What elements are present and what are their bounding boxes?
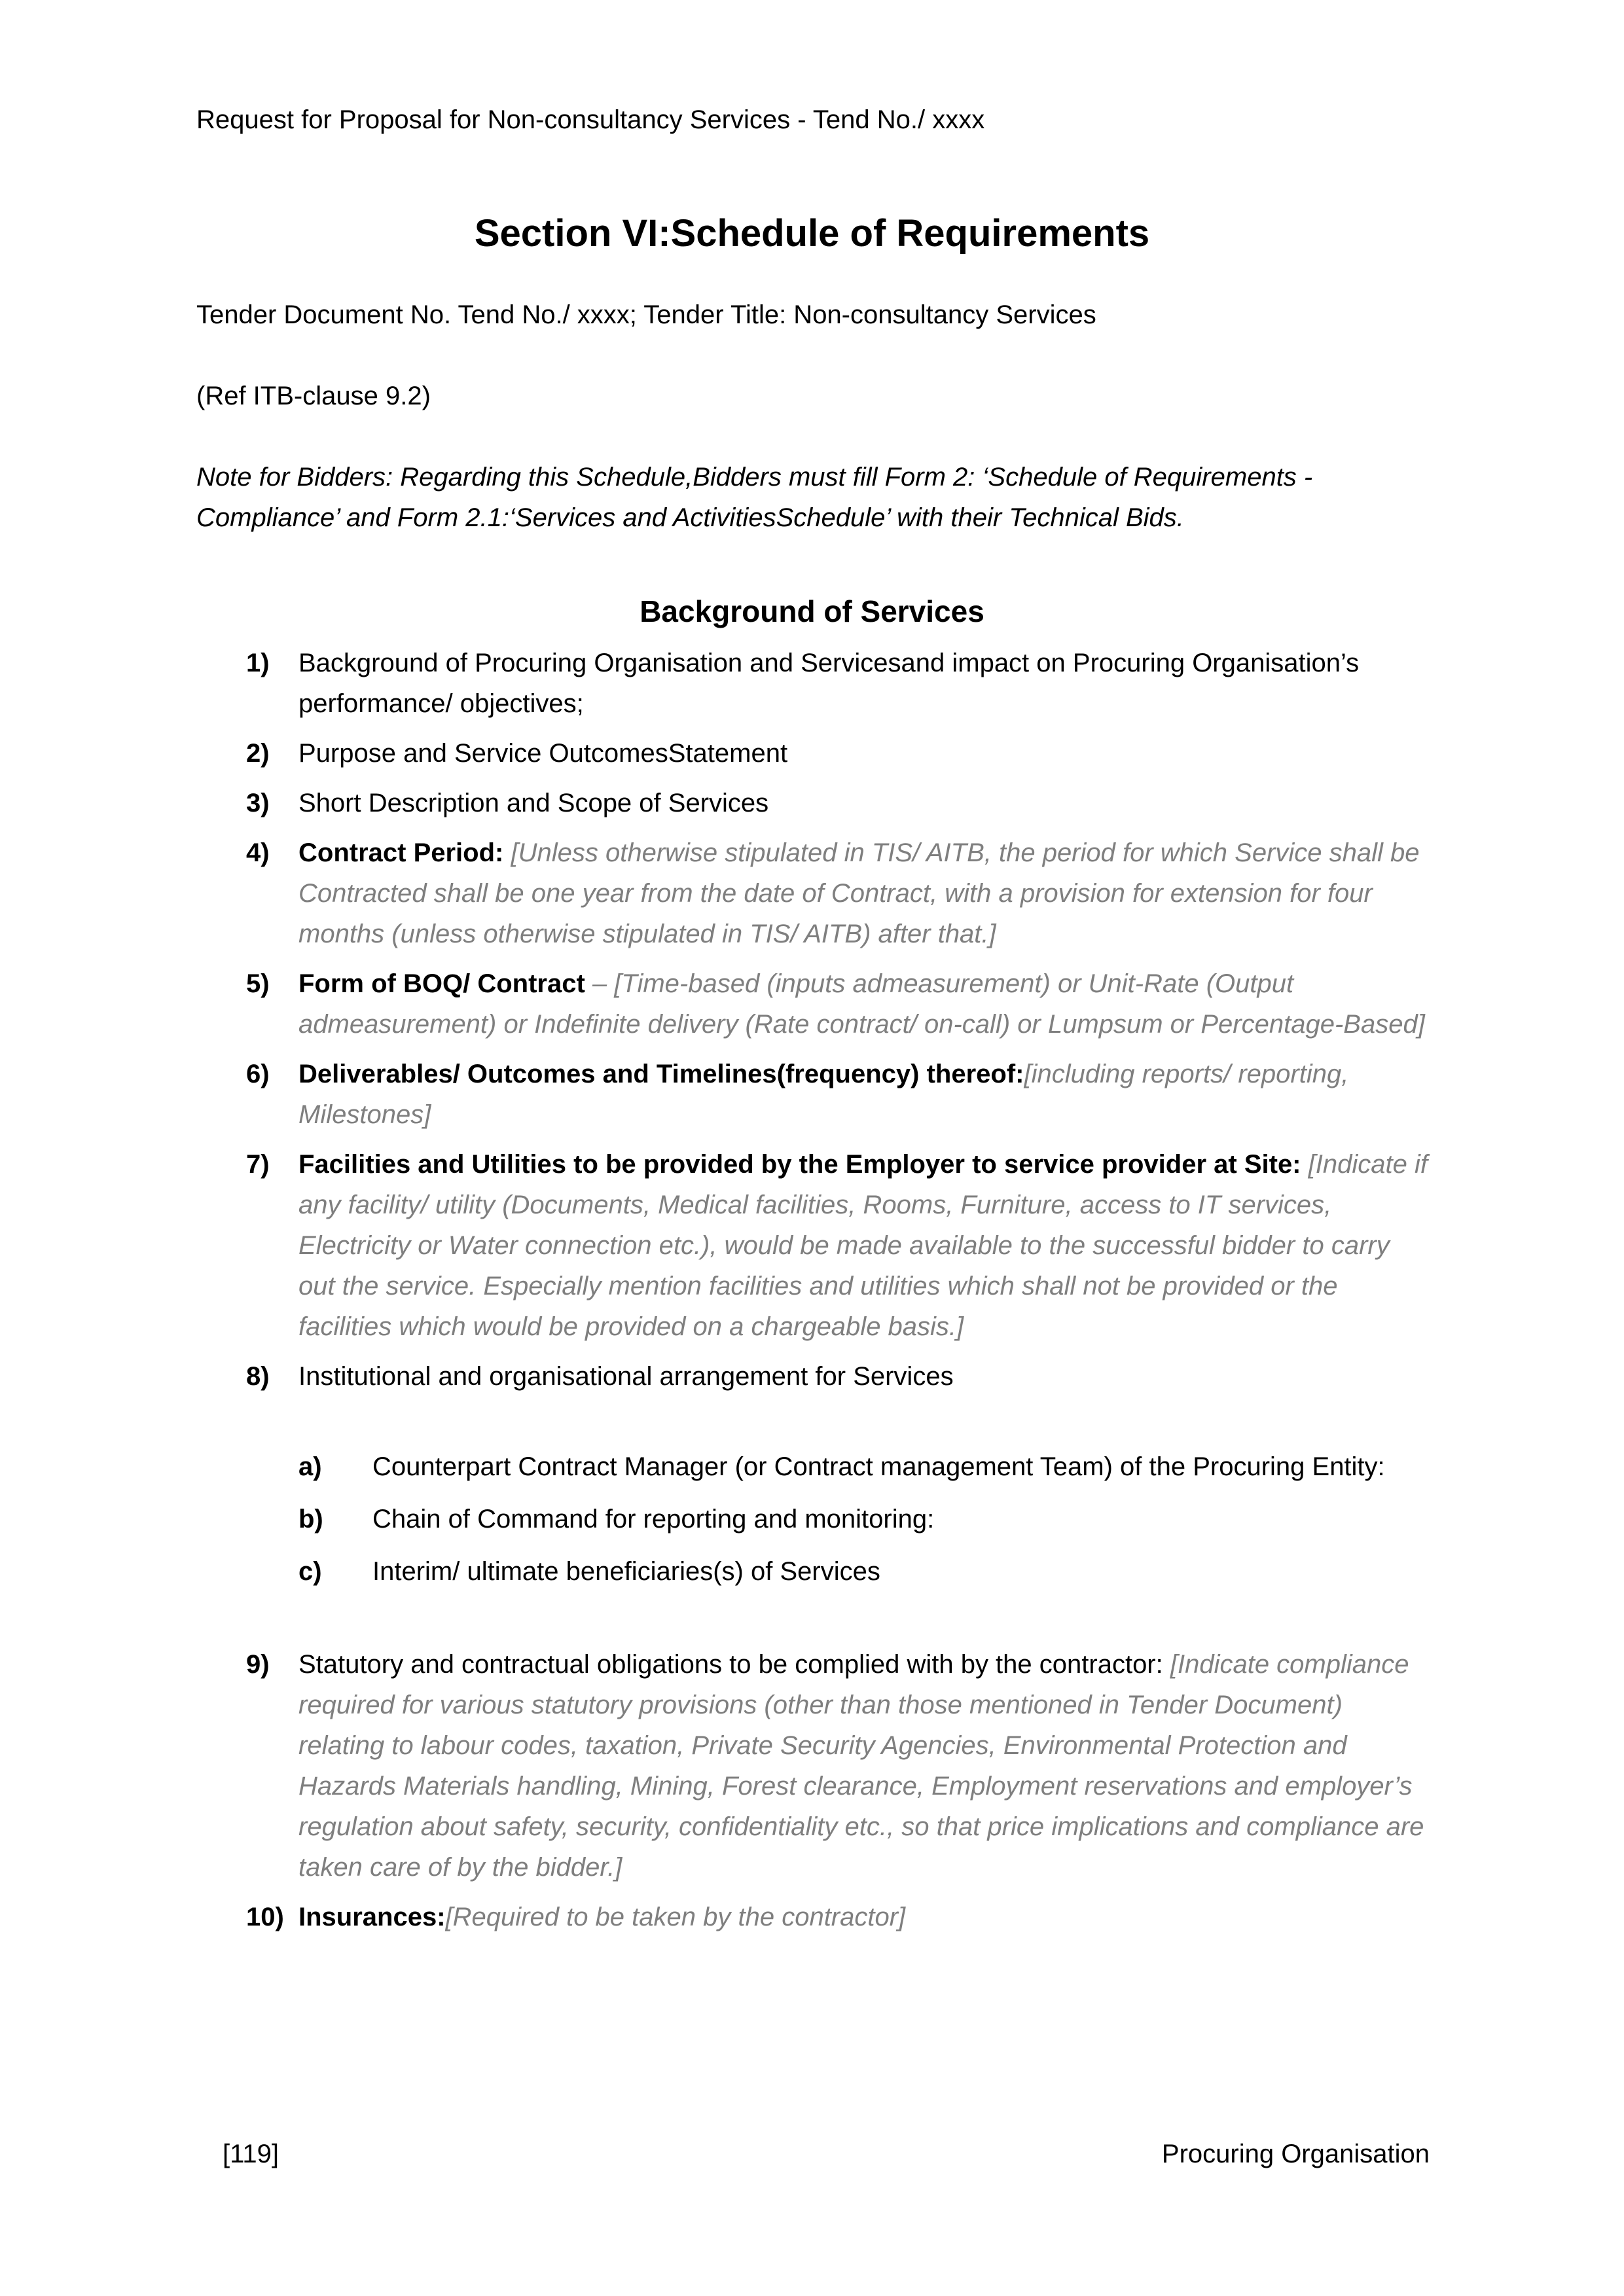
list-marker: b) <box>298 1505 323 1534</box>
list-text <box>298 1362 954 1391</box>
text-run-placeholder: [Unless otherwise stipulated in TIS/ AITB, the period for which Service shall be Contracted shall be one year from the date of Contract, with a provision for extension for four months (unless otherwise stipulated in TIS/ AITB) after that.] <box>298 838 1420 948</box>
list-text <box>298 1060 1348 1129</box>
text-run-placeholder: [Required to be taken by the contractor] <box>445 1903 906 1931</box>
section-title: Section VI:Schedule of Requirements <box>474 212 1150 255</box>
list-text <box>298 789 768 817</box>
text-run-plain: Statutory and contractual obligations to be complied with by the contractor: <box>298 1650 1170 1679</box>
text-run-bold: Contract Period: <box>298 838 511 867</box>
page-header-text: Request for Proposal for Non-consultancy Services - Tend No./ xxxx <box>196 105 985 134</box>
list-item-b <box>196 1499 1428 1539</box>
list-item-3 <box>196 783 1428 823</box>
list-item-2 <box>196 733 1428 774</box>
text-run-placeholder: – [Time-based (inputs admeasurement) or Unit-Rate (Output admeasurement) or Indefinite delivery (Rate contract/ on-call) or Lumpsum or Percentage-Based] <box>298 969 1425 1039</box>
text-run-plain: Background of Procuring Organisation and Servicesand impact on Procuring Organisation’s performance/ objectives; <box>298 649 1360 718</box>
list-item-9 <box>196 1644 1428 1888</box>
text-run-placeholder: [Indicate compliance required for various statutory provisions (other than those mentioned in Tender Document) relating to labour codes, taxation, Private Security Agencies, Environmental Protection and Hazards Materials handling, Mining, Forest clearance, Employment reservations and employer’s regulation about safety, security, confidentiality etc., so that price implications and compliance are taken care of by the bidder.] <box>298 1650 1424 1882</box>
list-text <box>372 1505 934 1534</box>
text-run-bold: Deliverables/ Outcomes and Timelines(frequency) thereof: <box>298 1060 1024 1088</box>
list-marker: 8) <box>246 1362 270 1391</box>
footer-organisation-label: Procuring Organisation <box>1161 2140 1430 2168</box>
list-marker: 4) <box>246 838 270 867</box>
text-run-placeholder: [Indicate if any facility/ utility (Documents, Medical facilities, Rooms, Furniture, access to IT services, Electricity or Water connection etc.), would be made available to the successful bidder to carry out the service. Especially mention facilities and utilities which shall not be provided or the facilities which would be provided on a chargeable basis.] <box>298 1150 1428 1341</box>
list-item-4 <box>196 833 1428 954</box>
list-text <box>298 1150 1428 1341</box>
list-item-c <box>196 1551 1428 1592</box>
background-of-services-heading: Background of Services <box>640 594 984 628</box>
list-text <box>298 1650 1424 1882</box>
text-run-placeholder: [including reports/ reporting, Milestones] <box>298 1060 1349 1129</box>
list-text <box>298 1903 905 1931</box>
list-item-8 <box>196 1356 1428 1397</box>
list-item-a <box>196 1446 1428 1487</box>
requirements-list <box>196 643 1428 1937</box>
list-marker: 7) <box>246 1150 270 1179</box>
list-item-5 <box>196 963 1428 1045</box>
list-marker: 9) <box>246 1650 270 1679</box>
list-text <box>372 1557 880 1586</box>
list-marker: 10) <box>246 1903 284 1931</box>
note-for-bidders: Note for Bidders: Regarding this Schedule,Bidders must fill Form 2: ‘Schedule of Requirements - Compliance’ and Form 2.1:‘Services and ActivitiesSchedule’ with their Technical Bids. <box>196 463 1313 532</box>
footer-page-number: [119] <box>223 2140 279 2168</box>
paragraph-spacer <box>196 1406 1428 1446</box>
list-marker: 5) <box>246 969 270 998</box>
list-text <box>372 1452 1385 1481</box>
text-run-plain: Counterpart Contract Manager (or Contract management Team) of the Procuring Entity: <box>372 1452 1385 1481</box>
text-run-plain: Chain of Command for reporting and monitoring: <box>372 1505 935 1534</box>
list-marker: 2) <box>246 739 270 768</box>
text-run-plain: Purpose and Service OutcomesStatement <box>298 739 788 768</box>
text-run-plain: Short Description and Scope of Services <box>298 789 769 817</box>
list-item-10 <box>196 1897 1428 1937</box>
text-run-plain: Institutional and organisational arrangement for Services <box>298 1362 954 1391</box>
paragraph-spacer <box>196 1604 1428 1644</box>
list-marker: a) <box>298 1452 322 1481</box>
list-marker: c) <box>298 1557 322 1586</box>
list-item-1 <box>196 643 1428 724</box>
tender-document-line: Tender Document No. Tend No./ xxxx; Tender Title: Non-consultancy Services <box>196 300 1096 329</box>
list-text <box>298 649 1359 718</box>
list-marker: 6) <box>246 1060 270 1088</box>
list-text <box>298 969 1425 1039</box>
text-run-bold: Insurances: <box>298 1903 446 1931</box>
text-run-plain: Interim/ ultimate beneficiaries(s) of Services <box>372 1557 880 1586</box>
text-run-bold: Facilities and Utilities to be provided by the Employer to service provider at Site: <box>298 1150 1308 1179</box>
text-run-bold: Form of BOQ/ Contract <box>298 969 592 998</box>
itb-ref-line: (Ref ITB-clause 9.2) <box>196 382 431 410</box>
list-item-7 <box>196 1144 1428 1347</box>
list-text <box>298 838 1420 948</box>
list-item-6 <box>196 1054 1428 1135</box>
list-marker: 3) <box>246 789 270 817</box>
page-content <box>196 211 1428 1946</box>
list-marker: 1) <box>246 649 270 677</box>
list-text <box>298 739 787 768</box>
